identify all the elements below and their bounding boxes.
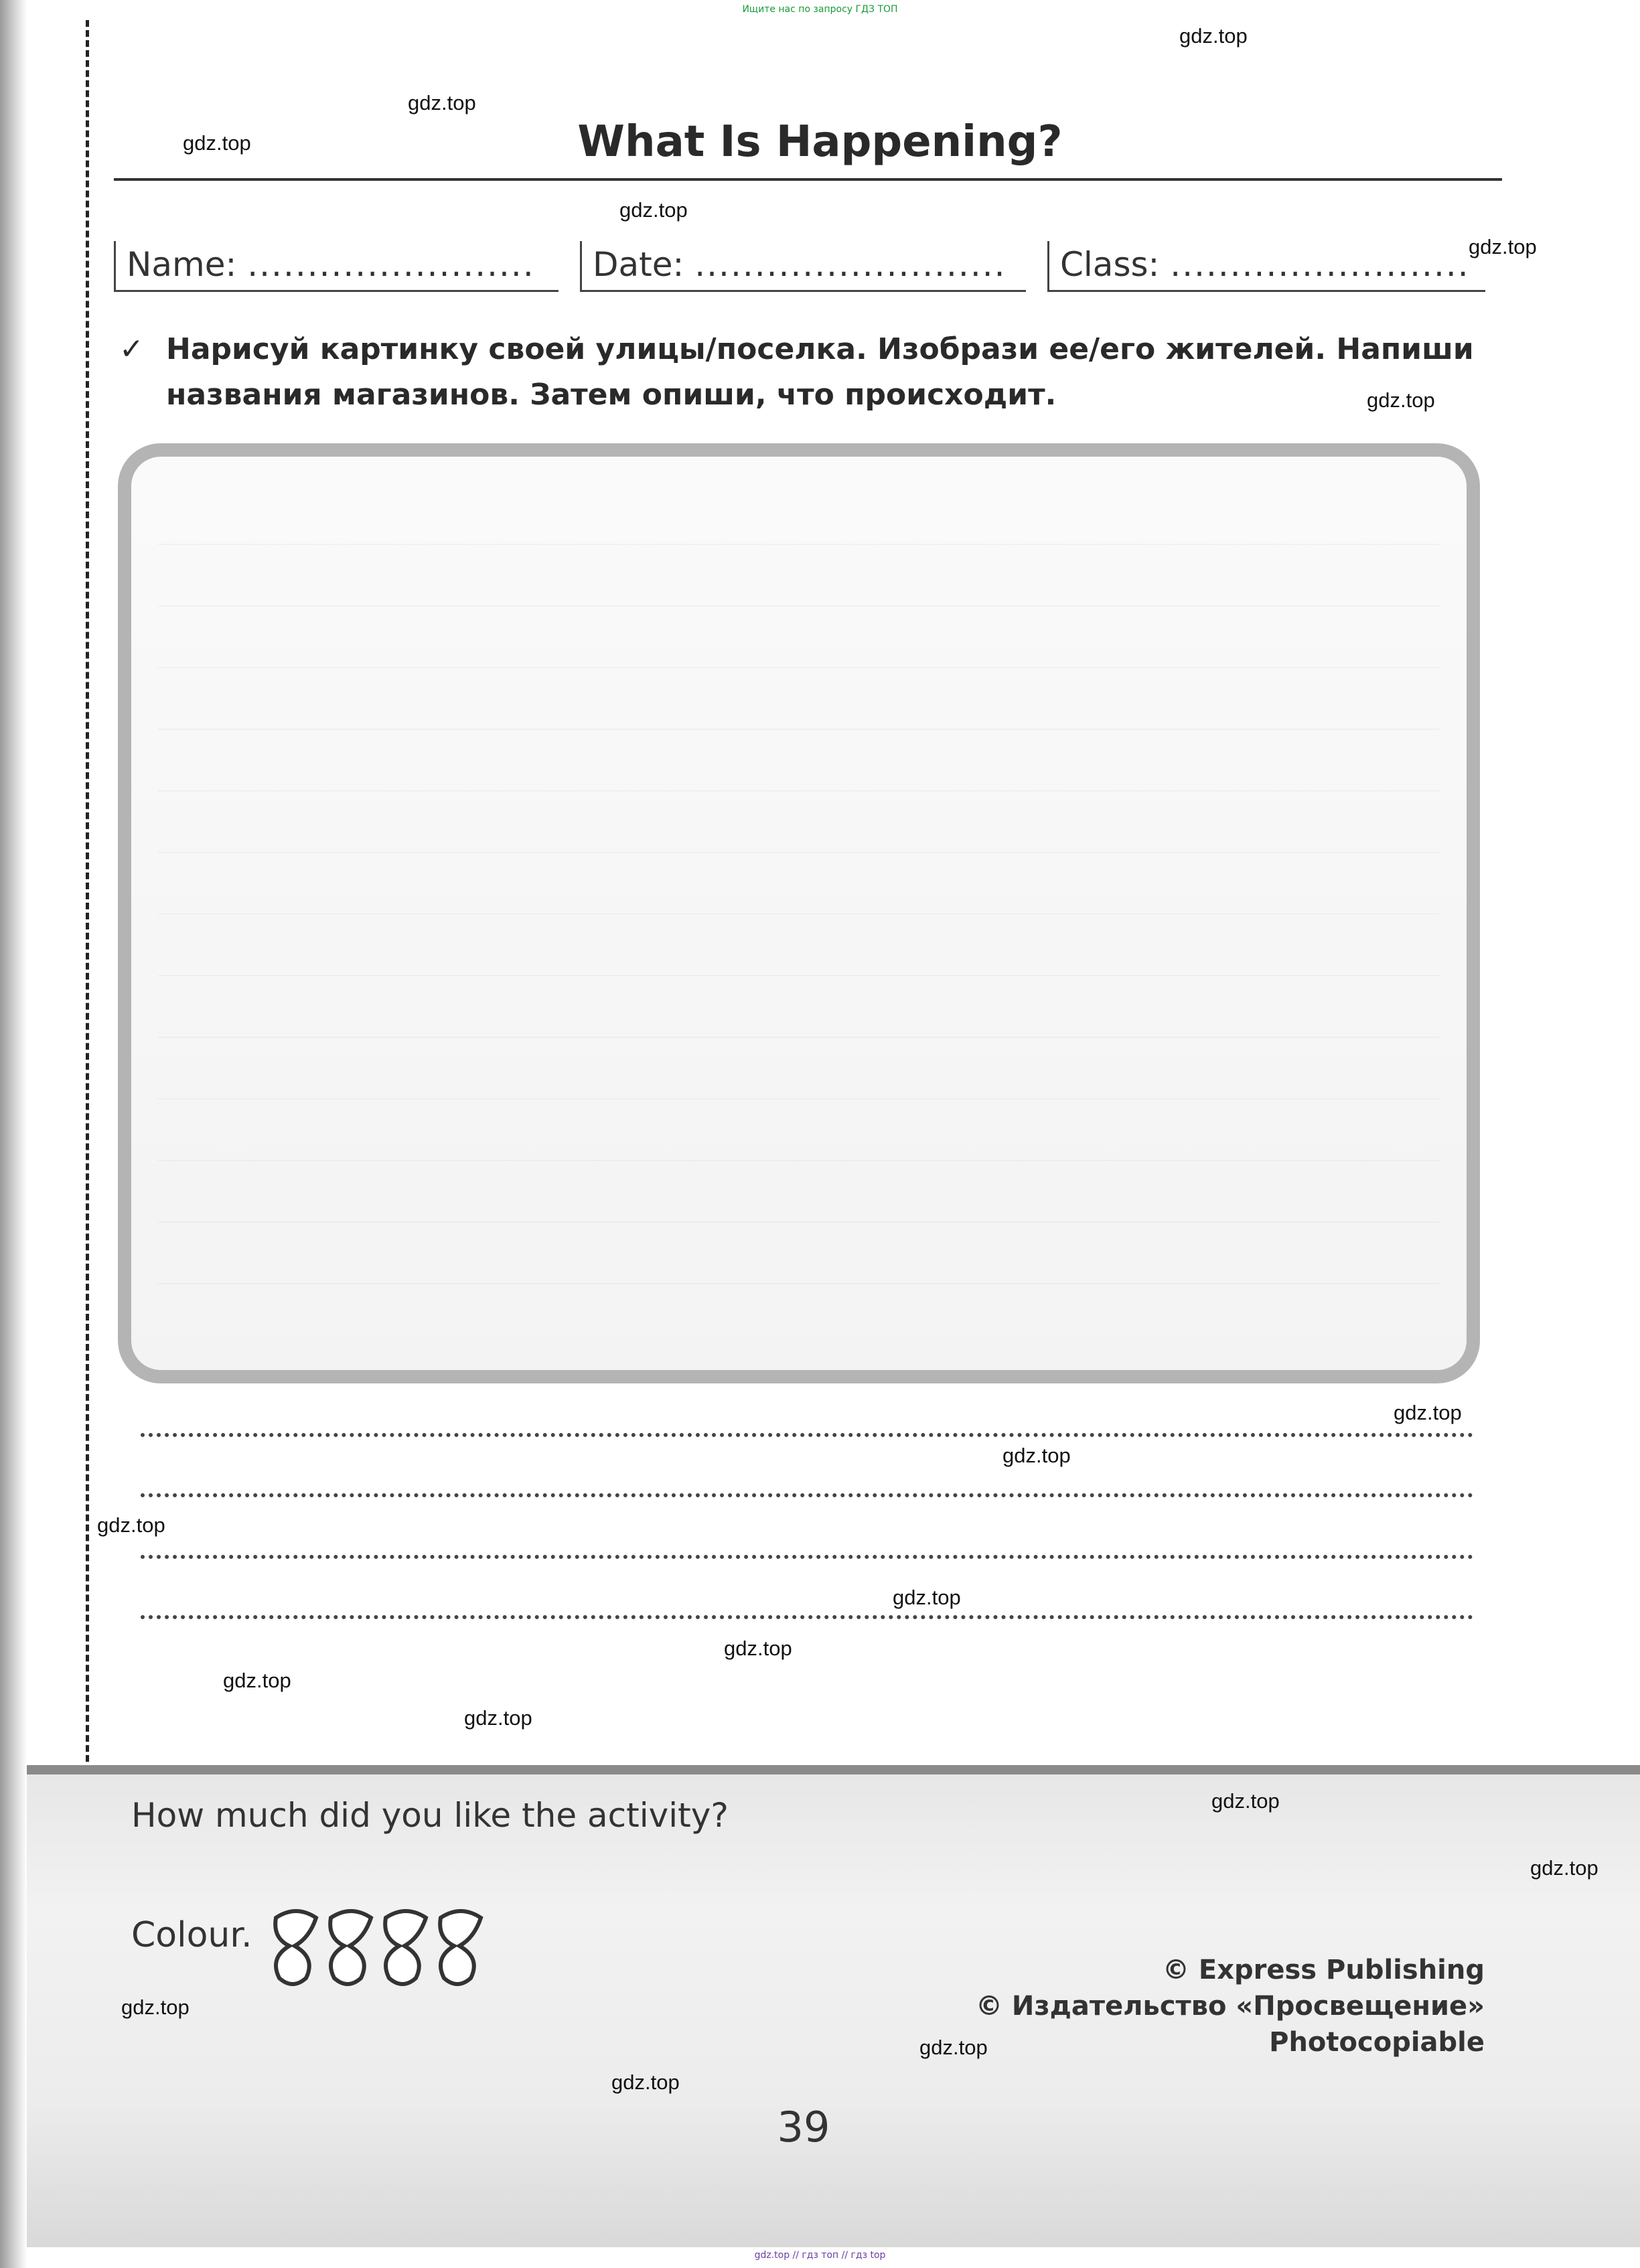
watermark: gdz.top	[97, 1513, 165, 1537]
date-label: Date:	[593, 245, 684, 284]
writing-line[interactable]	[141, 1433, 1473, 1437]
instruction-line-1: Нарисуй картинку своей улицы/поселка. Изобрази ее/его жителей. Напиши	[166, 332, 1474, 366]
watermark: gdz.top	[1367, 388, 1435, 412]
writing-line[interactable]	[141, 1555, 1473, 1559]
class-label: Class:	[1060, 245, 1160, 284]
class-field[interactable]	[1047, 241, 1485, 292]
watermark: gdz.top	[893, 1586, 961, 1609]
watermark: gdz.top	[1211, 1789, 1280, 1813]
watermark: gdz.top	[1530, 1856, 1598, 1880]
watermark: gdz.top	[1002, 1444, 1071, 1467]
watermark: gdz.top	[1394, 1401, 1462, 1424]
panel-divider	[27, 1765, 1640, 1774]
rating-faces	[269, 1904, 497, 1993]
name-label: Name:	[127, 245, 237, 284]
watermark: gdz.top	[464, 1706, 532, 1730]
rating-question: How much did you like the activity?	[131, 1796, 729, 1835]
instruction-line-2: названия магазинов. Затем опиши, что происходит.	[166, 378, 1057, 412]
watermark: gdz.top	[619, 198, 688, 222]
face-icon[interactable]	[275, 1911, 316, 1984]
name-field[interactable]	[114, 241, 558, 292]
publisher-line-3: Photocopiable	[1269, 2027, 1485, 2058]
face-icon[interactable]	[440, 1911, 481, 1984]
page-title: What Is Happening?	[577, 117, 1063, 167]
page-edge-shadow	[0, 0, 27, 2268]
date-field[interactable]	[580, 241, 1026, 292]
watermark: gdz.top	[724, 1637, 792, 1660]
title-divider	[114, 178, 1502, 181]
publisher-line-2: © Издательство «Просвещение»	[975, 1991, 1485, 2022]
page-number: 39	[777, 2103, 830, 2151]
class-dots: .........................	[1170, 245, 1470, 284]
watermark: gdz.top	[408, 91, 476, 115]
watermark: gdz.top	[183, 131, 251, 155]
writing-line[interactable]	[141, 1615, 1473, 1619]
face-icon[interactable]	[330, 1911, 371, 1984]
watermark: gdz.top	[611, 2070, 680, 2094]
watermark: gdz.top	[919, 2036, 988, 2059]
watermark: gdz.top	[223, 1669, 291, 1692]
watermark: gdz.top	[121, 1995, 190, 2019]
colour-label: Colour.	[131, 1915, 252, 1955]
date-dots: ..........................	[694, 245, 1007, 284]
watermark: gdz.top	[1469, 235, 1537, 258]
publisher-credits	[976, 1952, 1485, 2060]
footer-note: gdz.top // гдз топ // гдз top	[754, 2250, 886, 2261]
writing-line[interactable]	[141, 1493, 1473, 1497]
drawing-area-inner	[158, 483, 1440, 1343]
publisher-line-1: © Express Publishing	[1162, 1955, 1485, 1985]
drawing-area[interactable]	[118, 443, 1480, 1383]
watermark: gdz.top	[1179, 24, 1248, 48]
checkmark-icon: ✓	[119, 332, 144, 366]
header-note: Ищите нас по запросу ГДЗ ТОП	[742, 4, 898, 15]
name-dots: ........................	[247, 245, 535, 284]
face-icon[interactable]	[385, 1911, 426, 1984]
task-instruction	[119, 327, 1499, 418]
